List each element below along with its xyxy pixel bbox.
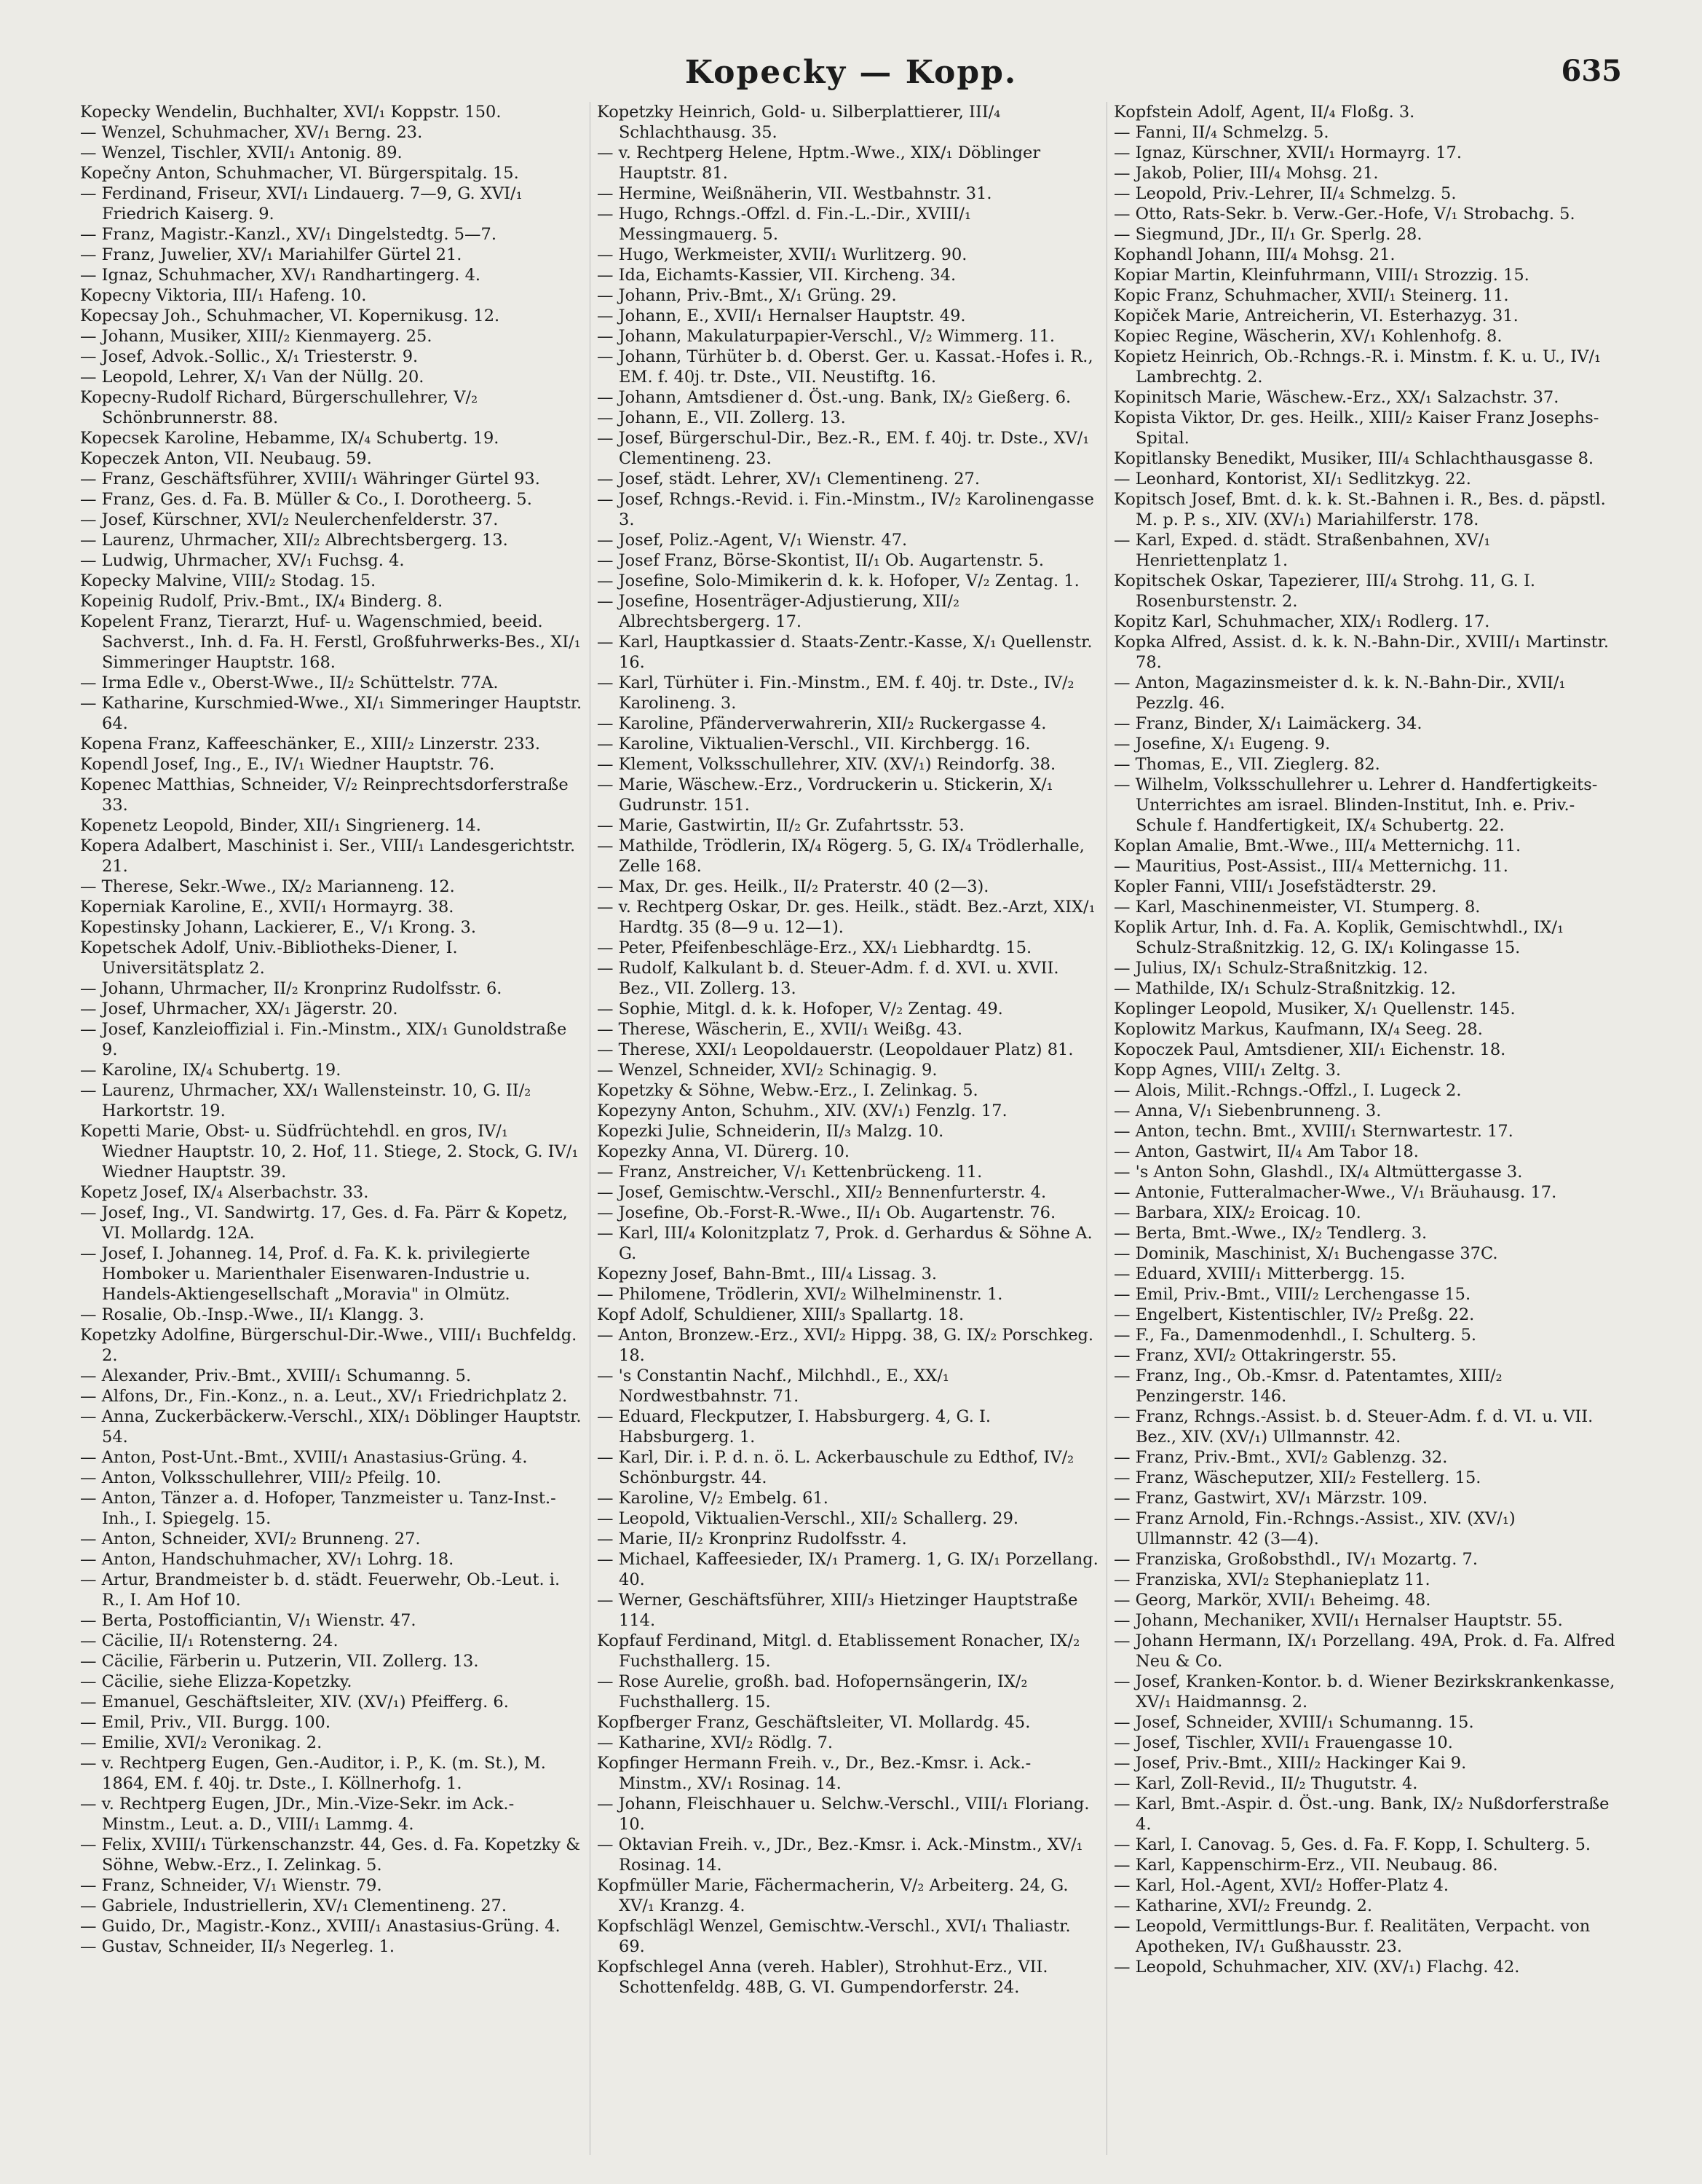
directory-entry: — Johann, E., XVII/₁ Hernalser Hauptstr. 49. bbox=[597, 306, 966, 325]
directory-entry: — Hugo, Werkmeister, XVII/₁ Wurlitzerg. 90. bbox=[597, 245, 967, 264]
directory-entry: — Cäcilie, II/₁ Rotensterng. 24. bbox=[80, 1631, 339, 1650]
directory-entry: — Franz, Binder, X/₁ Laimäckerg. 34. bbox=[1114, 714, 1422, 733]
directory-entry: — Karl, Hauptkassier d. Staats-Zentr.-Kasse, X/₁ Quellenstr. 16. bbox=[597, 633, 1093, 672]
directory-entry: — Anton, Post-Unt.-Bmt., XVIII/₁ Anastasius-Grüng. 4. bbox=[80, 1448, 528, 1467]
directory-entry: — Felix, XVIII/₁ Türkenschanzstr. 44, Ges. d. Fa. Kopetzky & Söhne, Webw.-Erz., I. Zelinkag. 5. bbox=[80, 1835, 581, 1875]
directory-entry: — Oktavian Freih. v., JDr., Bez.-Kmsr. i. Ack.-Minstm., XV/₁ Rosinag. 14. bbox=[597, 1835, 1083, 1875]
column-2 bbox=[597, 102, 1099, 2155]
directory-entry: — Mathilde, Trödlerin, IX/₄ Rögerg. 5, G. IX/₄ Trödlerhalle, Zelle 168. bbox=[597, 836, 1085, 876]
directory-entry: — v. Rechtperg Oskar, Dr. ges. Heilk., städt. Bez.-Arzt, XIX/₁ Hardtg. 35 (8—9 u. 12—1). bbox=[597, 898, 1096, 937]
directory-entry: — Therese, XXI/₁ Leopoldauerstr. (Leopoldauer Platz) 81. bbox=[597, 1040, 1074, 1059]
directory-entry: — Anton, Magazinsmeister d. k. k. N.-Bahn-Dir., XVII/₁ Pezzlg. 46. bbox=[1114, 673, 1566, 713]
directory-entry: — Karl, Hol.-Agent, XVI/₂ Hoffer-Platz 4. bbox=[1114, 1876, 1449, 1895]
page-header bbox=[0, 50, 1702, 100]
directory-entry: — Cäcilie, siehe Elizza-Kopetzky. bbox=[80, 1672, 352, 1691]
directory-entry: — Josefine, Hosenträger-Adjustierung, XII/₂ Albrechtsbergerg. 17. bbox=[597, 592, 960, 631]
directory-entry: Kopetz Josef, IX/₄ Alserbachstr. 33. bbox=[80, 1183, 369, 1202]
directory-entry: — Rose Aurelie, großh. bad. Hofopernsängerin, IX/₂ Fuchsthallerg. 15. bbox=[597, 1672, 1028, 1712]
directory-entry: — Berta, Bmt.-Wwe., IX/₂ Tendlerg. 3. bbox=[1114, 1224, 1428, 1243]
directory-entry: — Josef, Kranken-Kontor. b. d. Wiener Bezirkskrankenkasse, XV/₁ Haidmannsg. 2. bbox=[1114, 1672, 1615, 1712]
directory-entry: Kopka Alfred, Assist. d. k. k. N.-Bahn-Dir., XVIII/₁ Martinstr. 78. bbox=[1114, 633, 1610, 672]
directory-entry: Kopiar Martin, Kleinfuhrmann, VIII/₁ Strozzig. 15. bbox=[1114, 266, 1529, 285]
directory-entry: — 's Anton Sohn, Glashdl., IX/₄ Altmüttergasse 3. bbox=[1114, 1163, 1523, 1182]
directory-entry: — Marie, Wäschew.-Erz., Vordruckerin u. Stickerin, X/₁ Gudrunstr. 151. bbox=[597, 775, 1053, 815]
directory-entry: — Karl, Türhüter i. Fin.-Minstm., EM. f. 40j. tr. Dste., IV/₂ Karolineng. 3. bbox=[597, 673, 1074, 713]
directory-entry: Kopietz Heinrich, Ob.-Rchngs.-R. i. Minstm. f. K. u. U., IV/₁ Lambrechtg. 2. bbox=[1114, 347, 1602, 387]
directory-entry: — F., Fa., Damenmodenhdl., I. Schulterg. 5. bbox=[1114, 1326, 1477, 1345]
directory-entry: Kopestinsky Johann, Lackierer, E., V/₁ Krong. 3. bbox=[80, 918, 476, 937]
directory-entry: — Franz, Geschäftsführer, XVIII/₁ Währinger Gürtel 93. bbox=[80, 470, 540, 488]
directory-entry: — Franz, Priv.-Bmt., XVI/₂ Gablenzg. 32. bbox=[1114, 1448, 1448, 1467]
directory-entry: — Anton, Volksschullehrer, VIII/₂ Pfeilg. 10. bbox=[80, 1468, 442, 1487]
directory-entry: — Anna, V/₁ Siebenbrunneng. 3. bbox=[1114, 1101, 1382, 1120]
directory-entry: — Peter, Pfeifenbeschläge-Erz., XX/₁ Liebhardtg. 15. bbox=[597, 938, 1032, 957]
directory-entry: Kopecny Viktoria, III/₁ Hafeng. 10. bbox=[80, 286, 367, 305]
directory-entry: Koplan Amalie, Bmt.-Wwe., III/₄ Metternichg. 11. bbox=[1114, 836, 1521, 855]
directory-entry: — Gabriele, Industriellerin, XV/₁ Clementineng. 27. bbox=[80, 1896, 507, 1915]
directory-entry: Kophandl Johann, III/₄ Mohsg. 21. bbox=[1114, 245, 1396, 264]
directory-entry: — Franziska, XVI/₂ Stephanieplatz 11. bbox=[1114, 1570, 1430, 1589]
directory-entry: — Anton, Gastwirt, II/₄ Am Tabor 18. bbox=[1114, 1142, 1419, 1161]
directory-entry: Kopecky Wendelin, Buchhalter, XVI/₁ Koppstr. 150. bbox=[80, 103, 502, 122]
directory-entry: — Franz, Magistr.-Kanzl., XV/₁ Dingelstedtg. 5—7. bbox=[80, 225, 496, 244]
directory-entry: Kopecsek Karoline, Hebamme, IX/₄ Schubertg. 19. bbox=[80, 429, 499, 448]
directory-entry: — Emilie, XVI/₂ Veronikag. 2. bbox=[80, 1733, 322, 1752]
directory-entry: — Eduard, XVIII/₁ Mitterbergg. 15. bbox=[1114, 1265, 1406, 1283]
directory-entry: — Johann, Mechaniker, XVII/₁ Hernalser Hauptstr. 55. bbox=[1114, 1611, 1563, 1630]
directory-entry: Kopfauf Ferdinand, Mitgl. d. Etablissement Ronacher, IX/₂ Fuchsthallerg. 15. bbox=[597, 1631, 1080, 1671]
directory-entry: — Therese, Sekr.-Wwe., IX/₂ Marianneng. 12. bbox=[80, 877, 455, 896]
directory-entry: — Werner, Geschäftsführer, XIII/₃ Hietzinger Hauptstraße 114. bbox=[597, 1591, 1078, 1630]
directory-entry: Kopecny-Rudolf Richard, Bürgerschullehrer, V/₂ Schönbrunnerstr. 88. bbox=[80, 388, 478, 427]
directory-entry: — Franz, Juwelier, XV/₁ Mariahilfer Gürtel 21. bbox=[80, 245, 462, 264]
directory-entry: — Wenzel, Schneider, XVI/₂ Schinagig. 9. bbox=[597, 1061, 938, 1080]
directory-entry: — Josefine, Ob.-Forst-R.-Wwe., II/₁ Ob. Augartenstr. 76. bbox=[597, 1203, 1056, 1222]
directory-entry: — Barbara, XIX/₂ Eroicag. 10. bbox=[1114, 1203, 1361, 1222]
directory-entry: — Josef, Uhrmacher, XX/₁ Jägerstr. 20. bbox=[80, 1000, 398, 1018]
directory-entry: — Josef, Advok.-Sollic., X/₁ Triesterstr. 9. bbox=[80, 347, 419, 366]
directory-entry: — Josef, Priv.-Bmt., XIII/₂ Hackinger Kai 9. bbox=[1114, 1754, 1467, 1773]
directory-entry: — Fanni, II/₄ Schmelzg. 5. bbox=[1114, 123, 1329, 142]
directory-entry: — Wenzel, Tischler, XVII/₁ Antonig. 89. bbox=[80, 143, 403, 162]
directory-entry: — Gustav, Schneider, II/₃ Negerleg. 1. bbox=[80, 1937, 395, 1956]
directory-entry: — Johann, Priv.-Bmt., X/₁ Grüng. 29. bbox=[597, 286, 897, 305]
directory-entry: — Mathilde, IX/₁ Schulz-Straßnitzkig. 12. bbox=[1114, 979, 1456, 998]
directory-entry: Kopfinger Hermann Freih. v., Dr., Bez.-Kmsr. i. Ack.-Minstm., XV/₁ Rosinag. 14. bbox=[597, 1754, 1032, 1793]
directory-entry: Kopecsay Joh., Schuhmacher, VI. Kopernikusg. 12. bbox=[80, 306, 500, 325]
directory-entry: — Franz, Ing., Ob.-Kmsr. d. Patentamtes, XIII/₂ Penzingerstr. 146. bbox=[1114, 1366, 1503, 1406]
directory-entry: — Karl, I. Canovag. 5, Ges. d. Fa. F. Kopp, I. Schulterg. 5. bbox=[1114, 1835, 1591, 1854]
directory-entry: — Johann, Makulaturpapier-Verschl., V/₂ Wimmerg. 11. bbox=[597, 327, 1056, 346]
directory-entry: — Josef, Schneider, XVIII/₁ Schumanng. 15. bbox=[1114, 1713, 1474, 1732]
directory-entry: — Ludwig, Uhrmacher, XV/₁ Fuchsg. 4. bbox=[80, 551, 405, 570]
page-title: Kopecky — Kopp. bbox=[684, 54, 1018, 91]
directory-entry: — Karl, Dir. i. P. d. n. ö. L. Ackerbauschule zu Edthof, IV/₂ Schönburgstr. 44. bbox=[597, 1448, 1074, 1487]
directory-entry: — Franz, Ges. d. Fa. B. Müller & Co., I. Dorotheerg. 5. bbox=[80, 490, 532, 509]
directory-entry: — Philomene, Trödlerin, XVI/₂ Wilhelminenstr. 1. bbox=[597, 1285, 1003, 1304]
directory-entry: Kopista Viktor, Dr. ges. Heilk., XIII/₂ Kaiser Franz Josephs-Spital. bbox=[1114, 408, 1599, 448]
directory-entry: — Franz, Rchngs.-Assist. b. d. Steuer-Adm. f. d. VI. u. VII. Bez., XIV. (XV/₁) Ullmannstr. 42. bbox=[1114, 1407, 1594, 1447]
directory-entry: — Therese, Wäscherin, E., XVII/₁ Weißg. 43. bbox=[597, 1020, 962, 1039]
directory-entry: — Karl, Kappenschirm-Erz., VII. Neubaug. 86. bbox=[1114, 1856, 1498, 1875]
directory-entry: — Josef, Kürschner, XVI/₂ Neulerchenfelderstr. 37. bbox=[80, 510, 499, 529]
directory-entry: — Rosalie, Ob.-Insp.-Wwe., II/₁ Klangg. 3. bbox=[80, 1305, 424, 1324]
directory-entry: — Josef, Poliz.-Agent, V/₁ Wienstr. 47. bbox=[597, 531, 908, 550]
directory-entry: — Franz Arnold, Fin.-Rchngs.-Assist., XIV. (XV/₁) Ullmannstr. 42 (3—4). bbox=[1114, 1509, 1516, 1548]
directory-entry: Kopelent Franz, Tierarzt, Huf- u. Wagenschmied, beeid. Sachverst., Inh. d. Fa. H. Ferstl, Großfuhrwerks-Bes., XI/₁ Simmeringer Hauptstr. 168. bbox=[80, 612, 581, 672]
column-1 bbox=[80, 102, 582, 2155]
directory-entry: — Laurenz, Uhrmacher, XX/₁ Wallensteinstr. 10, G. II/₂ Harkortstr. 19. bbox=[80, 1081, 531, 1120]
directory-entry: — Klement, Volksschullehrer, XIV. (XV/₁) Reindorfg. 38. bbox=[597, 755, 1056, 774]
directory-entry: — Karl, Bmt.-Aspir. d. Öst.-ung. Bank, IX/₂ Nußdorferstraße 4. bbox=[1114, 1795, 1610, 1834]
directory-entry: — Leopold, Schuhmacher, XIV. (XV/₁) Flachg. 42. bbox=[1114, 1958, 1520, 1977]
directory-entry: Kopler Fanni, VIII/₁ Josefstädterstr. 29. bbox=[1114, 877, 1437, 896]
directory-entry: Kopezky Anna, VI. Dürerg. 10. bbox=[597, 1142, 850, 1161]
directory-entry: — Johann, Musiker, XIII/₂ Kienmayerg. 25. bbox=[80, 327, 432, 346]
directory-entry: Kopfberger Franz, Geschäftsleiter, VI. Mollardg. 45. bbox=[597, 1713, 1031, 1732]
directory-entry: — Josef, Kanzleioffizial i. Fin.-Minstm., XIX/₁ Gunoldstraße 9. bbox=[80, 1020, 567, 1059]
directory-entry: — Marie, Gastwirtin, II/₂ Gr. Zufahrtsstr. 53. bbox=[597, 816, 965, 835]
directory-entry: — Anton, Tänzer a. d. Hofoper, Tanzmeister u. Tanz-Inst.-Inh., I. Spiegelg. 15. bbox=[80, 1489, 556, 1528]
directory-entry: Kopfschlegel Anna (vereh. Habler), Strohhut-Erz., VII. Schottenfeldg. 48B, G. VI. Gumpendorferstr. 24. bbox=[597, 1958, 1048, 1997]
directory-entry: — Irma Edle v., Oberst-Wwe., II/₂ Schüttelstr. 77A. bbox=[80, 673, 499, 692]
directory-entry: Kopeczek Anton, VII. Neubaug. 59. bbox=[80, 449, 372, 468]
directory-entry: — Leopold, Vermittlungs-Bur. f. Realitäten, Verpacht. von Apotheken, IV/₁ Gußhausstr. 23. bbox=[1114, 1917, 1591, 1956]
directory-entry: Kopiček Marie, Antreicherin, VI. Esterhazyg. 31. bbox=[1114, 306, 1519, 325]
directory-entry: — Guido, Dr., Magistr.-Konz., XVIII/₁ Anastasius-Grüng. 4. bbox=[80, 1917, 561, 1936]
directory-entry: — Emil, Priv.-Bmt., VIII/₂ Lerchengasse 15. bbox=[1114, 1285, 1471, 1304]
directory-entry: Kopera Adalbert, Maschinist i. Ser., VIII/₁ Landesgerichtstr. 21. bbox=[80, 836, 576, 876]
directory-entry: — Ignaz, Kürschner, XVII/₁ Hormayrg. 17. bbox=[1114, 143, 1462, 162]
directory-entry: — Josef Franz, Börse-Skontist, II/₁ Ob. Augartenstr. 5. bbox=[597, 551, 1044, 570]
directory-entry: — Leonhard, Kontorist, XI/₁ Sedlitzkyg. 22. bbox=[1114, 470, 1471, 488]
directory-entry: — Marie, II/₂ Kronprinz Rudolfsstr. 4. bbox=[597, 1530, 907, 1548]
directory-entry: Kopiec Regine, Wäscherin, XV/₁ Kohlenhofg. 8. bbox=[1114, 327, 1503, 346]
directory-entry: — Johann, Türhüter b. d. Oberst. Ger. u. Kassat.-Hofes i. R., EM. f. 40j. tr. Dste., VII. Neustiftg. 16. bbox=[597, 347, 1093, 387]
directory-entry: — v. Rechtperg Helene, Hptm.-Wwe., XIX/₁ Döblinger Hauptstr. 81. bbox=[597, 143, 1041, 183]
directory-entry: — v. Rechtperg Eugen, JDr., Min.-Vize-Sekr. im Ack.-Minstm., Leut. a. D., VIII/₁ Lammg. 4. bbox=[80, 1795, 515, 1834]
directory-entry: — Katharine, XVI/₂ Freundg. 2. bbox=[1114, 1896, 1373, 1915]
directory-entry: — Johann, Amtsdiener d. Öst.-ung. Bank, IX/₂ Gießerg. 6. bbox=[597, 388, 1072, 407]
directory-entry: — Thomas, E., VII. Zieglerg. 82. bbox=[1114, 755, 1380, 774]
directory-entry: — Cäcilie, Färberin u. Putzerin, VII. Zollerg. 13. bbox=[80, 1652, 479, 1671]
directory-entry: — Leopold, Lehrer, X/₁ Van der Nüllg. 20. bbox=[80, 368, 424, 387]
directory-entry: — Otto, Rats-Sekr. b. Verw.-Ger.-Hofe, V/₁ Strobachg. 5. bbox=[1114, 205, 1575, 223]
directory-entry: Kopitlansky Benedikt, Musiker, III/₄ Schlachthausgasse 8. bbox=[1114, 449, 1594, 468]
directory-entry: Kopinitsch Marie, Wäschew.-Erz., XX/₁ Salzachstr. 37. bbox=[1114, 388, 1559, 407]
directory-entry: Kopenetz Leopold, Binder, XII/₁ Singrienerg. 14. bbox=[80, 816, 481, 835]
directory-entry: — Josef, Tischler, XVII/₁ Frauengasse 10. bbox=[1114, 1733, 1453, 1752]
directory-entry: — Josef, Gemischtw.-Verschl., XII/₂ Bennenfurterstr. 4. bbox=[597, 1183, 1047, 1202]
directory-entry: Kopitz Karl, Schuhmacher, XIX/₁ Rodlerg. 17. bbox=[1114, 612, 1490, 631]
directory-entry: Kopfstein Adolf, Agent, II/₄ Floßg. 3. bbox=[1114, 103, 1415, 122]
directory-entry: — Franz, Gastwirt, XV/₁ Märzstr. 109. bbox=[1114, 1489, 1428, 1508]
directory-entry: Koperniak Karoline, E., XVII/₁ Hormayrg. 38. bbox=[80, 898, 454, 917]
directory-entry: — Ferdinand, Friseur, XVI/₁ Lindauerg. 7—9, G. XVI/₁ Friedrich Kaiserg. 9. bbox=[80, 184, 523, 223]
directory-entry: — Sophie, Mitgl. d. k. k. Hofoper, V/₂ Zentag. 49. bbox=[597, 1000, 1003, 1018]
directory-entry: — Alfons, Dr., Fin.-Konz., n. a. Leut., XV/₁ Friedrichplatz 2. bbox=[80, 1387, 568, 1406]
directory-entry: — Engelbert, Kistentischler, IV/₂ Preßg. 22. bbox=[1114, 1305, 1475, 1324]
directory-entry: — Wenzel, Schuhmacher, XV/₁ Berng. 23. bbox=[80, 123, 423, 142]
directory-entry: — Wilhelm, Volksschullehrer u. Lehrer d. Handfertigkeits-Unterrichtes am israel. Blinden-Institut, Inh. e. Priv.-Schule f. Handfertigkeit, IX/₄ Schubertg. 22. bbox=[1114, 775, 1598, 835]
directory-entry: — Franz, XVI/₂ Ottakringerstr. 55. bbox=[1114, 1346, 1397, 1365]
directory-entry: — Franz, Schneider, V/₁ Wienstr. 79. bbox=[80, 1876, 382, 1895]
directory-entry: — Leopold, Viktualien-Verschl., XII/₂ Schallerg. 29. bbox=[597, 1509, 1019, 1528]
directory-entry: — Katharine, XVI/₂ Rödlg. 7. bbox=[597, 1733, 834, 1752]
column-3 bbox=[1114, 102, 1616, 2155]
directory-entry: — Hermine, Weißnäherin, VII. Westbahnstr. 31. bbox=[597, 184, 992, 203]
directory-entry: — Karl, III/₄ Kolonitzplatz 7, Prok. d. Gerhardus & Söhne A. G. bbox=[597, 1224, 1093, 1263]
directory-entry: — Anton, Bronzew.-Erz., XVI/₂ Hippg. 38, G. IX/₂ Porschkeg. 18. bbox=[597, 1326, 1094, 1365]
directory-entry: — Antonie, Futteralmacher-Wwe., V/₁ Bräuhausg. 17. bbox=[1114, 1183, 1557, 1202]
directory-entry: — Hugo, Rchngs.-Offzl. d. Fin.-L.-Dir., XVIII/₁ Messingmauerg. 5. bbox=[597, 205, 971, 244]
directory-entry: — Artur, Brandmeister b. d. städt. Feuerwehr, Ob.-Leut. i. R., I. Am Hof 10. bbox=[80, 1570, 561, 1610]
directory-entry: — Karoline, V/₂ Embelg. 61. bbox=[597, 1489, 828, 1508]
directory-entry: — Emil, Priv., VII. Burgg. 100. bbox=[80, 1713, 331, 1732]
directory-entry: Kopp Agnes, VIII/₁ Zeltg. 3. bbox=[1114, 1061, 1342, 1080]
directory-entry: Kopena Franz, Kaffeeschänker, E., XIII/₂ Linzerstr. 233. bbox=[80, 735, 541, 753]
directory-columns bbox=[80, 102, 1631, 2155]
directory-entry: Kopetzky Heinrich, Gold- u. Silberplattierer, III/₄ Schlachthausg. 35. bbox=[597, 103, 1001, 142]
directory-entry: — Alois, Milit.-Rchngs.-Offzl., I. Lugeck 2. bbox=[1114, 1081, 1462, 1100]
directory-entry: — Karoline, Pfänderverwahrerin, XII/₂ Ruckergasse 4. bbox=[597, 714, 1047, 733]
directory-entry: Kopic Franz, Schuhmacher, XVII/₁ Steinerg. 11. bbox=[1114, 286, 1509, 305]
directory-entry: — Anton, techn. Bmt., XVIII/₁ Sternwartestr. 17. bbox=[1114, 1122, 1513, 1141]
directory-entry: — Ignaz, Schuhmacher, XV/₁ Randhartingerg. 4. bbox=[80, 266, 481, 285]
directory-entry: — Johann Hermann, IX/₁ Porzellang. 49A, Prok. d. Fa. Alfred Neu & Co. bbox=[1114, 1631, 1615, 1671]
directory-entry: — Max, Dr. ges. Heilk., II/₂ Praterstr. 40 (2—3). bbox=[597, 877, 989, 896]
directory-entry: — Dominik, Maschinist, X/₁ Buchengasse 37C. bbox=[1114, 1244, 1498, 1263]
directory-entry: — Mauritius, Post-Assist., III/₄ Metternichg. 11. bbox=[1114, 857, 1508, 876]
directory-entry: — 's Constantin Nachf., Milchhdl., E., XX/₁ Nordwestbahnstr. 71. bbox=[597, 1366, 949, 1406]
directory-entry: — Anton, Schneider, XVI/₂ Brunneng. 27. bbox=[80, 1530, 421, 1548]
page-number: 635 bbox=[1561, 54, 1622, 88]
directory-entry: Kopf Adolf, Schuldiener, XIII/₃ Spallartg. 18. bbox=[597, 1305, 965, 1324]
directory-entry: — Rudolf, Kalkulant b. d. Steuer-Adm. f. d. XVI. u. XVII. Bez., VII. Zollerg. 13. bbox=[597, 959, 1059, 998]
directory-entry: Kopenec Matthias, Schneider, V/₂ Reinprechtsdorferstraße 33. bbox=[80, 775, 569, 815]
directory-entry: — Johann, Uhrmacher, II/₂ Kronprinz Rudolfsstr. 6. bbox=[80, 979, 502, 998]
directory-entry: — Johann, E., VII. Zollerg. 13. bbox=[597, 408, 846, 427]
directory-entry: Kopezny Josef, Bahn-Bmt., III/₄ Lissag. 3. bbox=[597, 1265, 938, 1283]
directory-entry: — Franziska, Großobsthdl., IV/₁ Mozartg. 7. bbox=[1114, 1550, 1478, 1569]
directory-entry: Kopitschek Oskar, Tapezierer, III/₄ Strohg. 11, G. I. Rosenburstenstr. 2. bbox=[1114, 571, 1536, 611]
directory-entry: Kopetti Marie, Obst- u. Südfrüchtehdl. en gros, IV/₁ Wiedner Hauptstr. 10, 2. Hof, 11. Stiege, 2. Stock, G. IV/₁ Wiedner Hauptstr. 39. bbox=[80, 1122, 579, 1182]
directory-entry: — Josef, I. Johanneg. 14, Prof. d. Fa. K. k. privilegierte Homboker u. Marienthaler Eisenwaren-Industrie u. Handels-Aktiengesellschaft „Moravia" in Olmütz. bbox=[80, 1244, 531, 1304]
directory-entry: — Anton, Handschuhmacher, XV/₁ Lohrg. 18. bbox=[80, 1550, 454, 1569]
directory-entry: — v. Rechtperg Eugen, Gen.-Auditor, i. P., K. (m. St.), M. 1864, EM. f. 40j. tr. Dste., I. Köllnerhofg. 1. bbox=[80, 1754, 546, 1793]
directory-entry: — Josef, städt. Lehrer, XV/₁ Clementineng. 27. bbox=[597, 470, 980, 488]
directory-entry: Kopetschek Adolf, Univ.-Bibliotheks-Diener, I. Universitätsplatz 2. bbox=[80, 938, 458, 978]
directory-entry: Kopfmüller Marie, Fächermacherin, V/₂ Arbeiterg. 24, G. XV/₁ Kranzg. 4. bbox=[597, 1876, 1069, 1915]
directory-entry: — Johann, Fleischhauer u. Selchw.-Verschl., VIII/₁ Floriang. 10. bbox=[597, 1795, 1090, 1834]
directory-entry: — Josef, Ing., VI. Sandwirtg. 17, Ges. d. Fa. Pärr & Kopetz, VI. Mollardg. 12A. bbox=[80, 1203, 568, 1243]
directory-entry: — Katharine, Kurschmied-Wwe., XI/₁ Simmeringer Hauptstr. 64. bbox=[80, 694, 582, 733]
directory-entry: — Karoline, Viktualien-Verschl., VII. Kirchbergg. 16. bbox=[597, 735, 1031, 753]
directory-entry: — Laurenz, Uhrmacher, XII/₂ Albrechtsbergerg. 13. bbox=[80, 531, 508, 550]
directory-entry: — Karl, Exped. d. städt. Straßenbahnen, XV/₁ Henriettenplatz 1. bbox=[1114, 531, 1491, 570]
directory-entry: — Ida, Eichamts-Kassier, VII. Kircheng. 34. bbox=[597, 266, 957, 285]
directory-entry: Kopezyny Anton, Schuhm., XIV. (XV/₁) Fenzlg. 17. bbox=[597, 1101, 1008, 1120]
directory-entry: — Siegmund, JDr., II/₁ Gr. Sperlg. 28. bbox=[1114, 225, 1422, 244]
directory-entry: — Berta, Postofficiantin, V/₁ Wienstr. 47. bbox=[80, 1611, 416, 1630]
directory-entry: — Leopold, Priv.-Lehrer, II/₄ Schmelzg. 5. bbox=[1114, 184, 1457, 203]
directory-entry: Koplinger Leopold, Musiker, X/₁ Quellenstr. 145. bbox=[1114, 1000, 1516, 1018]
directory-entry: — Emanuel, Geschäftsleiter, XIV. (XV/₁) Pfeifferg. 6. bbox=[80, 1693, 509, 1712]
directory-entry: — Michael, Kaffeesieder, IX/₁ Pramerg. 1, G. IX/₁ Porzellang. 40. bbox=[597, 1550, 1099, 1589]
directory-entry: Kopendl Josef, Ing., E., IV/₁ Wiedner Hauptstr. 76. bbox=[80, 755, 495, 774]
directory-entry: Koplowitz Markus, Kaufmann, IX/₄ Seeg. 28. bbox=[1114, 1020, 1483, 1039]
directory-entry: — Karl, Maschinenmeister, VI. Stumperg. 8. bbox=[1114, 898, 1481, 917]
directory-entry: Koplik Artur, Inh. d. Fa. A. Koplik, Gemischtwhdl., IX/₁ Schulz-Straßnitzkig. 12, G. IX/₁ Kolingasse 15. bbox=[1114, 918, 1564, 957]
directory-entry: — Georg, Markör, XVII/₁ Beheimg. 48. bbox=[1114, 1591, 1431, 1610]
directory-entry: Kopečny Anton, Schuhmacher, VI. Bürgerspitalg. 15. bbox=[80, 164, 519, 183]
directory-entry: Kopetzky & Söhne, Webw.-Erz., I. Zelinkag. 5. bbox=[597, 1081, 978, 1100]
directory-entry: — Karoline, IX/₄ Schubertg. 19. bbox=[80, 1061, 341, 1080]
directory-entry: — Josefine, X/₁ Eugeng. 9. bbox=[1114, 735, 1331, 753]
directory-entry: Kopezki Julie, Schneiderin, II/₃ Malzg. 10. bbox=[597, 1122, 944, 1141]
directory-entry: — Jakob, Polier, III/₄ Mohsg. 21. bbox=[1114, 164, 1379, 183]
directory-entry: Kopeinig Rudolf, Priv.-Bmt., IX/₄ Binderg. 8. bbox=[80, 592, 443, 611]
directory-entry: — Anna, Zuckerbäckerw.-Verschl., XIX/₁ Döblinger Hauptstr. 54. bbox=[80, 1407, 582, 1447]
directory-entry: Kopitsch Josef, Bmt. d. k. k. St.-Bahnen i. R., Bes. d. päpstl. M. p. P. s., XIV. (XV/₁) Mariahilferstr. 178. bbox=[1114, 490, 1606, 529]
directory-entry: Kopecky Malvine, VIII/₂ Stodag. 15. bbox=[80, 571, 376, 590]
directory-entry: — Eduard, Fleckputzer, I. Habsburgerg. 4, G. I. Habsburgerg. 1. bbox=[597, 1407, 991, 1447]
directory-entry: — Alexander, Priv.-Bmt., XVIII/₁ Schumanng. 5. bbox=[80, 1366, 472, 1385]
directory-entry: — Josef, Bürgerschul-Dir., Bez.-R., EM. f. 40j. tr. Dste., XV/₁ Clementineng. 23. bbox=[597, 429, 1090, 468]
directory-entry: — Julius, IX/₁ Schulz-Straßnitzkig. 12. bbox=[1114, 959, 1428, 978]
directory-entry: Kopetzky Adolfine, Bürgerschul-Dir.-Wwe., VIII/₁ Buchfeldg. 2. bbox=[80, 1326, 577, 1365]
directory-entry: Kopfschlägl Wenzel, Gemischtw.-Verschl., XVI/₁ Thaliastr. 69. bbox=[597, 1917, 1071, 1956]
directory-entry: — Franz, Wäscheputzer, XII/₂ Festellerg. 15. bbox=[1114, 1468, 1481, 1487]
directory-entry: — Karl, Zoll-Revid., II/₂ Thugutstr. 4. bbox=[1114, 1774, 1418, 1793]
directory-entry: — Josef, Rchngs.-Revid. i. Fin.-Minstm., IV/₂ Karolinengasse 3. bbox=[597, 490, 1094, 529]
directory-entry: — Franz, Anstreicher, V/₁ Kettenbrückeng. 11. bbox=[597, 1163, 983, 1182]
directory-entry: — Josefine, Solo-Mimikerin d. k. k. Hofoper, V/₂ Zentag. 1. bbox=[597, 571, 1080, 590]
directory-entry: Kopoczek Paul, Amtsdiener, XII/₁ Eichenstr. 18. bbox=[1114, 1040, 1506, 1059]
